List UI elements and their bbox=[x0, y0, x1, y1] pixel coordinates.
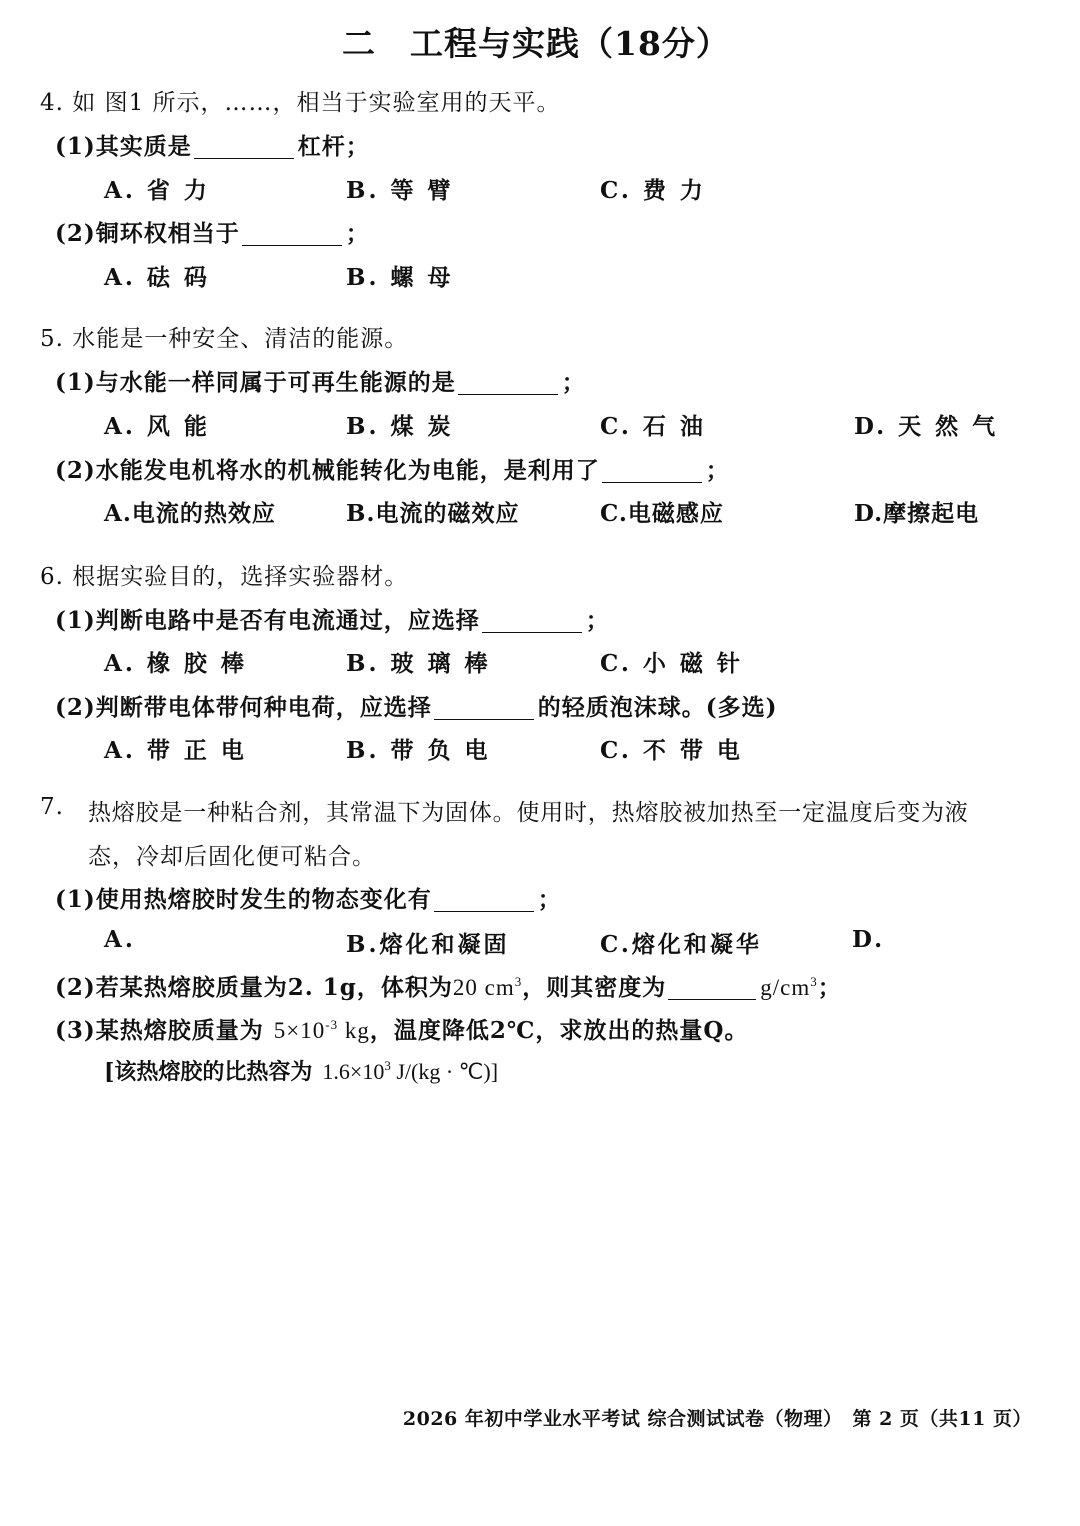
q5-part1-text: (1)与水能一样同属于可再生能源的是 bbox=[55, 369, 456, 396]
q6-part2-tail: 的轻质泡沫球。(多选) bbox=[537, 694, 778, 721]
q5-part1-option-b: B. 煤 炭 bbox=[346, 413, 454, 440]
section-title: 二 工程与实践（18分） bbox=[342, 24, 730, 63]
q7-number: 7. bbox=[40, 794, 64, 820]
page-footer: 2026 年初中学业水平考试 综合测试试卷（物理） 第 2 页（共11 页） bbox=[402, 1408, 1032, 1430]
q4-part2-tail: ； bbox=[345, 220, 370, 247]
q7-mass-unit: kg bbox=[338, 1018, 370, 1043]
q4-part1-option-b: B. 等 臂 bbox=[346, 177, 454, 204]
q6-part2-option-a: A. 带 正 电 bbox=[104, 737, 247, 764]
q5-part1-option-a: A. 风 能 bbox=[104, 413, 210, 440]
q7-part2 bbox=[55, 969, 842, 1002]
q6-part1-option-a: A. 橡 胶 棒 bbox=[104, 650, 247, 677]
q7-part1-option-a: A. bbox=[104, 926, 136, 953]
q7-part1-option-d: D. bbox=[852, 926, 886, 953]
q7-part2-mid: ，则其密度为 bbox=[522, 974, 667, 1001]
q7-part1-text: (1)使用热熔胶时发生的物态变化有 bbox=[55, 886, 432, 913]
q5-part2 bbox=[55, 452, 730, 485]
answer-blank[interactable] bbox=[194, 134, 294, 159]
q4-part2-option-b: B. 螺 母 bbox=[346, 264, 454, 291]
q6-part2-option-c: C. 不 带 电 bbox=[600, 737, 743, 764]
q7-stem-line2: 态，冷却后固化便可粘合。 bbox=[88, 844, 376, 870]
q6-part1-tail: ； bbox=[585, 607, 610, 634]
q5-part1-option-d: D. 天 然 气 bbox=[854, 413, 999, 440]
q5-part2-option-a: A.电流的热效应 bbox=[104, 500, 276, 527]
q7-specific-heat-note bbox=[104, 1055, 498, 1086]
q7-specific-heat-unit: J/(kg · ℃)] bbox=[390, 1059, 499, 1084]
q4-part1-tail: 杠杆； bbox=[297, 133, 370, 160]
q4-part2 bbox=[55, 215, 370, 248]
q7-note-text: [该热熔胶的比热容为 bbox=[104, 1059, 313, 1085]
q5-part2-tail: ； bbox=[705, 457, 730, 484]
q7-specific-heat-value: 1.6×10 bbox=[322, 1059, 385, 1084]
q5-part2-option-c: C.电磁感应 bbox=[600, 500, 724, 527]
answer-blank[interactable] bbox=[458, 370, 558, 395]
q7-part3-text: (3)某热熔胶质量为 bbox=[55, 1017, 264, 1044]
answer-blank[interactable] bbox=[602, 458, 702, 483]
q5-part1-tail: ； bbox=[561, 369, 586, 396]
q7-part1 bbox=[55, 881, 562, 914]
q4-part2-text: (2)铜环权相当于 bbox=[55, 220, 240, 247]
q4-part1 bbox=[55, 128, 370, 161]
answer-blank[interactable] bbox=[434, 887, 534, 912]
q5-part2-option-b: B.电流的磁效应 bbox=[346, 500, 520, 527]
q7-part2-end: ； bbox=[817, 974, 842, 1001]
q5-part2-text: (2)水能发电机将水的机械能转化为电能，是利用了 bbox=[55, 457, 600, 484]
q7-mass-value: 5×10 bbox=[273, 1018, 326, 1043]
q5-part2-option-d: D.摩擦起电 bbox=[854, 500, 980, 527]
q7-part3 bbox=[55, 1012, 748, 1045]
q6-part1 bbox=[55, 602, 610, 635]
q7-stem-line1: 热熔胶是一种粘合剂，其常温下为固体。使用时，热熔胶被加热至一定温度后变为液 bbox=[88, 800, 969, 826]
q7-density-exponent: 3 bbox=[810, 974, 818, 989]
q7-volume-exponent: 3 bbox=[514, 974, 523, 989]
q6-part1-text: (1)判断电路中是否有电流通过，应选择 bbox=[55, 607, 480, 634]
q7-part1-option-c: C.熔化和凝华 bbox=[600, 931, 762, 958]
q7-part3-tail: ，温度降低2℃，求放出的热量Q。 bbox=[369, 1017, 749, 1044]
q4-part2-option-a: A. 砝 码 bbox=[104, 264, 210, 291]
q7-part1-option-b: B.熔化和凝固 bbox=[346, 931, 510, 958]
q7-specific-heat-exponent: 3 bbox=[384, 1058, 391, 1073]
answer-blank[interactable] bbox=[434, 695, 534, 720]
q4-stem: 4. 如 图1 所示，……，相当于实验室用的天平。 bbox=[40, 90, 561, 116]
q4-part1-option-a: A. 省 力 bbox=[104, 177, 210, 204]
answer-blank[interactable] bbox=[242, 221, 342, 246]
q4-part1-text: (1)其实质是 bbox=[55, 133, 192, 160]
q7-volume-value: 20 cm bbox=[452, 975, 515, 1000]
q6-part2-text: (2)判断带电体带何种电荷，应选择 bbox=[55, 694, 432, 721]
q5-part1-option-c: C. 石 油 bbox=[600, 413, 706, 440]
q4-part1-option-c: C. 费 力 bbox=[600, 177, 706, 204]
q7-mass-exponent: -3 bbox=[325, 1017, 339, 1032]
q6-part2-option-b: B. 带 负 电 bbox=[346, 737, 491, 764]
q7-part1-tail: ； bbox=[537, 886, 562, 913]
q6-stem: 6. 根据实验目的，选择实验器材。 bbox=[40, 564, 409, 590]
answer-blank[interactable] bbox=[668, 975, 756, 1000]
q7-density-unit: g/cm bbox=[760, 975, 811, 1000]
q6-part2 bbox=[55, 689, 778, 722]
q6-part1-option-c: C. 小 磁 针 bbox=[600, 650, 743, 677]
q5-part1 bbox=[55, 364, 586, 397]
q7-part2-text: (2)若某热熔胶质量为2. 1g，体积为 bbox=[55, 974, 453, 1001]
q5-stem: 5. 水能是一种安全、清洁的能源。 bbox=[40, 326, 409, 352]
answer-blank[interactable] bbox=[482, 608, 582, 633]
q6-part1-option-b: B. 玻 璃 棒 bbox=[346, 650, 491, 677]
